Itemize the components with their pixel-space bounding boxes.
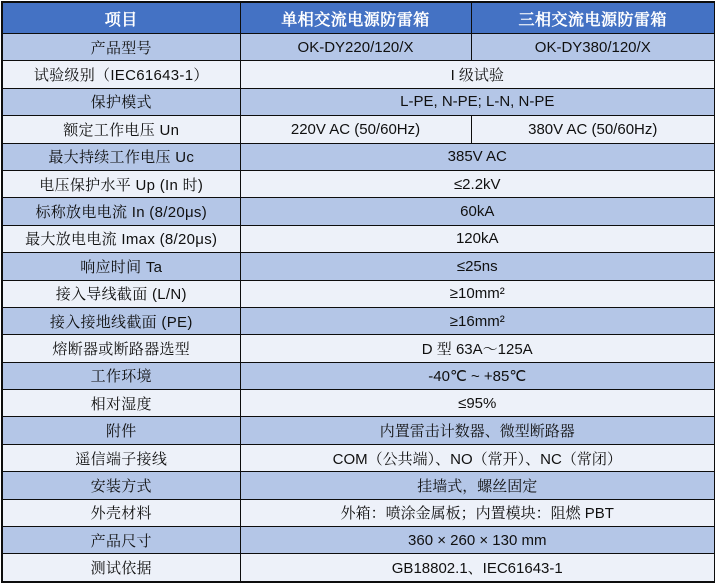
row-label: 保护模式 — [2, 88, 240, 115]
row-label: 产品型号 — [2, 34, 240, 61]
table-header-row — [2, 2, 715, 34]
table-row — [2, 61, 715, 88]
row-value-merged: 360 × 260 × 130 mm — [240, 527, 715, 554]
row-label: 相对湿度 — [2, 390, 240, 417]
row-value-merged: L-PE, N-PE; L-N, N-PE — [240, 88, 715, 115]
table-row — [2, 444, 715, 471]
table-row — [2, 362, 715, 389]
table-row — [2, 527, 715, 554]
row-value-single-phase: OK-DY220/120/X — [240, 34, 471, 61]
row-value-merged: ≥10mm² — [240, 280, 715, 307]
row-value-merged: ≤2.2kV — [240, 170, 715, 197]
table-row — [2, 335, 715, 362]
row-value-merged: 60kA — [240, 198, 715, 225]
header-three-phase-column: 三相交流电源防雷箱 — [471, 2, 715, 34]
row-value-merged: -40℃ ~ +85℃ — [240, 362, 715, 389]
table-row — [2, 116, 715, 143]
row-label: 工作环境 — [2, 362, 240, 389]
row-value-merged: ≥16mm² — [240, 307, 715, 334]
table-row — [2, 390, 715, 417]
row-value-merged: 120kA — [240, 225, 715, 252]
row-label: 最大放电电流 Imax (8/20μs) — [2, 225, 240, 252]
row-value-merged: 385V AC — [240, 143, 715, 170]
row-label: 接入导线截面 (L/N) — [2, 280, 240, 307]
table-row — [2, 225, 715, 252]
row-label: 最大持续工作电压 Uc — [2, 143, 240, 170]
table-row — [2, 472, 715, 499]
row-label: 试验级别（IEC61643-1） — [2, 61, 240, 88]
row-value-merged: I 级试验 — [240, 61, 715, 88]
row-value-merged: 挂墙式，螺丝固定 — [240, 472, 715, 499]
row-label: 额定工作电压 Un — [2, 116, 240, 143]
row-label: 电压保护水平 Up (In 时) — [2, 170, 240, 197]
spec-table — [1, 1, 715, 583]
table-row — [2, 253, 715, 280]
table-row — [2, 198, 715, 225]
row-value-merged: D 型 63A～125A — [240, 335, 715, 362]
row-label: 遥信端子接线 — [2, 444, 240, 471]
row-value-three-phase: 380V AC (50/60Hz) — [471, 116, 715, 143]
row-label: 标称放电电流 In (8/20μs) — [2, 198, 240, 225]
table-row — [2, 34, 715, 61]
row-label: 安装方式 — [2, 472, 240, 499]
table-row — [2, 88, 715, 115]
row-label: 测试依据 — [2, 554, 240, 582]
row-label: 熔断器或断路器选型 — [2, 335, 240, 362]
table-row — [2, 307, 715, 334]
table-row — [2, 170, 715, 197]
row-value-three-phase: OK-DY380/120/X — [471, 34, 715, 61]
row-value-merged: ≤95% — [240, 390, 715, 417]
table-row — [2, 417, 715, 444]
row-value-merged: GB18802.1、IEC61643-1 — [240, 554, 715, 582]
header-single-phase-column: 单相交流电源防雷箱 — [240, 2, 471, 34]
row-label: 接入接地线截面 (PE) — [2, 307, 240, 334]
row-value-merged: ≤25ns — [240, 253, 715, 280]
row-label: 外壳材料 — [2, 499, 240, 526]
table-row — [2, 143, 715, 170]
row-label: 产品尺寸 — [2, 527, 240, 554]
table-body — [2, 34, 715, 583]
row-label: 附件 — [2, 417, 240, 444]
table-row — [2, 499, 715, 526]
table-row — [2, 280, 715, 307]
table-row — [2, 554, 715, 582]
row-value-single-phase: 220V AC (50/60Hz) — [240, 116, 471, 143]
header-item-column: 项目 — [2, 2, 240, 34]
row-value-merged: 外箱：喷涂金属板；内置模块：阻燃 PBT — [240, 499, 715, 526]
row-label: 响应时间 Ta — [2, 253, 240, 280]
row-value-merged: COM（公共端）、NO（常开）、NC（常闭） — [240, 444, 715, 471]
row-value-merged: 内置雷击计数器、微型断路器 — [240, 417, 715, 444]
